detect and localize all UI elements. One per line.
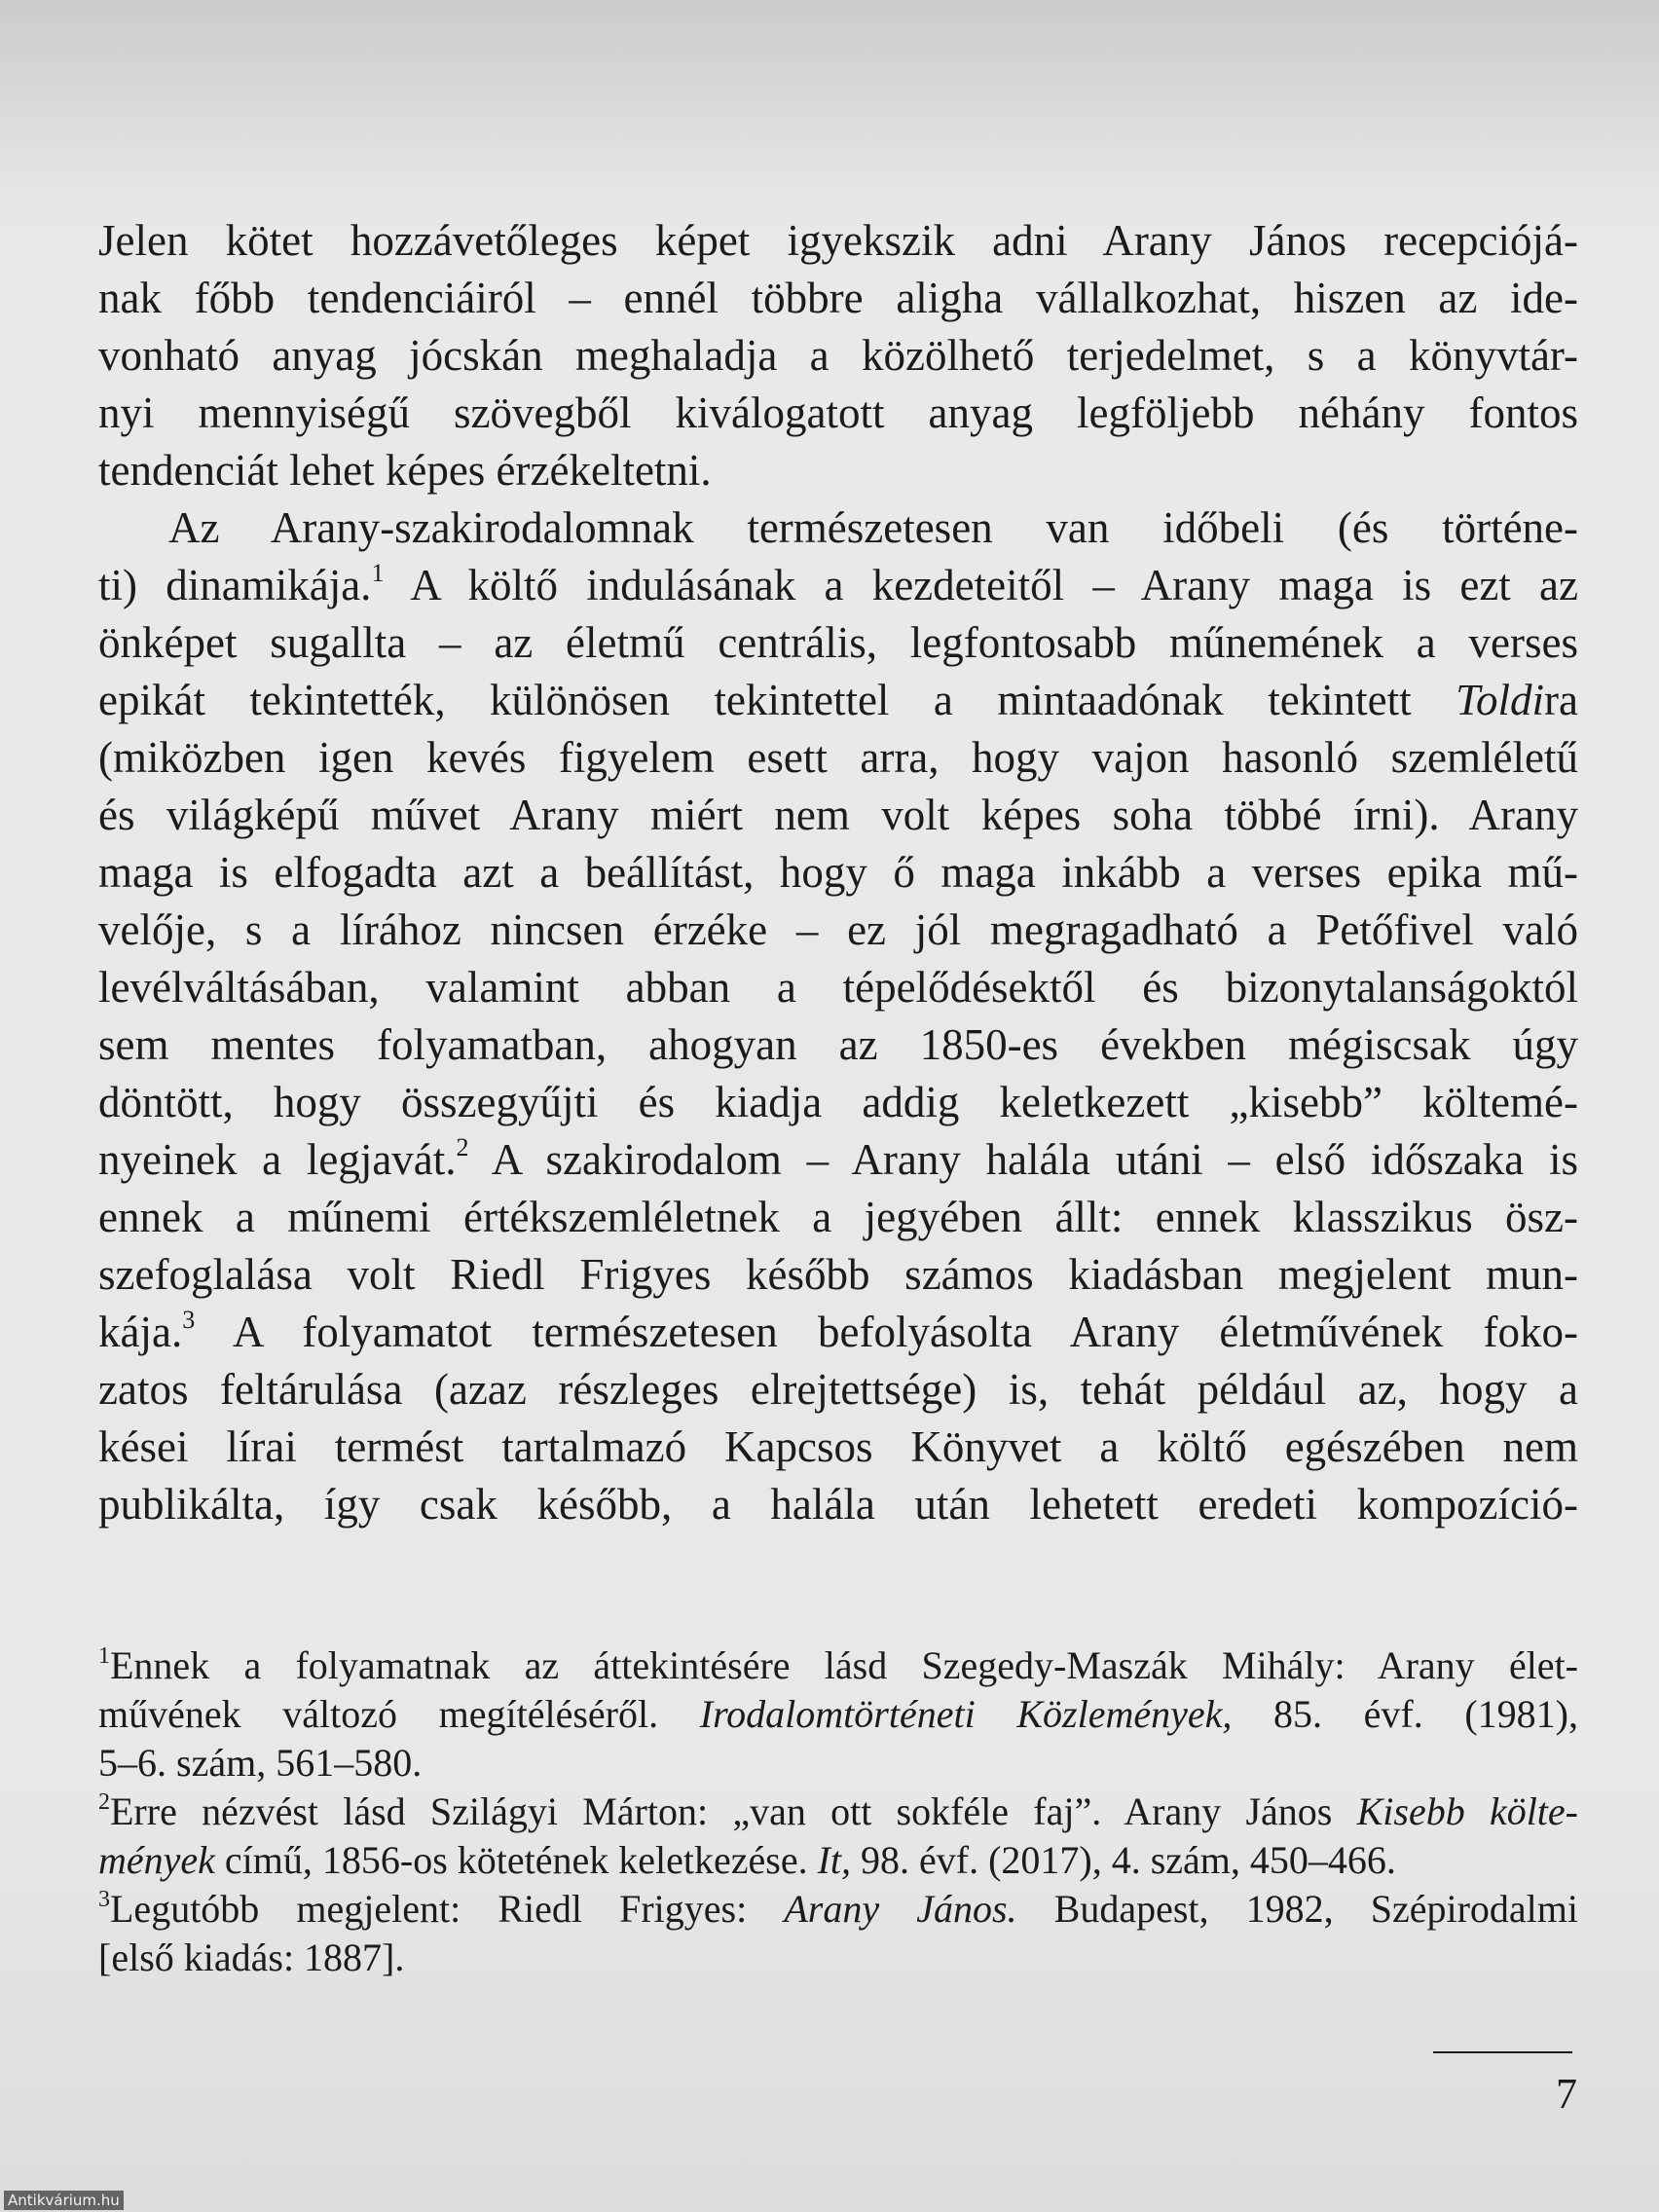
text-line: döntött, hogy összegyűjti és kiadja addig keletkezett „kisebb” költemé- — [98, 1078, 1578, 1126]
footnotes — [98, 1641, 1578, 1982]
text-line: sem mentes folyamatban, ahogyan az 1850-es években mégiscsak úgy — [98, 1020, 1578, 1069]
text-line: nak főbb tendenciáiról – ennél többre aligha vállalkozhat, hiszen az ide- — [98, 274, 1578, 322]
text-line: levélváltásában, valamint abban a tépelődésektől és bizonytalanságoktól — [98, 963, 1578, 1012]
text-line: nyeinek a legjavát.$^2$ A szakirodalom – Arany halála utáni – első időszaka is — [98, 1133, 1578, 1184]
text-line: Az Arany-szakirodalomnak természetesen van időbeli (és történe- — [168, 503, 1578, 552]
text-line: ti) dinamikája.$^1$ A költő indulásának a kezdeteitől – Arany maga is ezt az — [98, 559, 1578, 609]
text-line: szefoglalása volt Riedl Frigyes később számos kiadásban megjelent mun- — [98, 1250, 1578, 1299]
text-line: nyi mennyiségű szövegből kiválogatott anyag legföljebb néhány fontos — [98, 388, 1578, 437]
footnote-ref-1[interactable]: 1 — [371, 559, 385, 587]
text-line: velője, s a lírához nincsen érzéke – ez jól megragadható a Petőfivel való — [98, 905, 1578, 954]
text-line: önképet sugallta – az életmű centrális, legfontosabb műnemének a verses — [98, 618, 1578, 667]
footnote-1: $^1$Ennek a folyamatnak az áttekintésére lásd Szegedy-Maszák Mihály: Arany élet- művének változó megítéléséről. Irodalomtörténeti Közlemények, 85. évf. (1981), 5–6. szám, 561–580. — [98, 1643, 1579, 1785]
watermark-logo: Antikvárium.hu — [4, 2191, 124, 2210]
page-number-rule — [1433, 2051, 1572, 2053]
text-line: vonható anyag jócskán meghaladja a közölhető terjedelmet, s a könyvtár- — [98, 331, 1578, 380]
footnote-3: $^3$Legutóbb megjelent: Riedl Frigyes: Arany János. Budapest, 1982, Szépirodalmi [első kiadás: 1887]. — [98, 1887, 1579, 1979]
text-line: publikálta, így csak később, a halála után lehetett eredeti kompozíció- — [98, 1480, 1578, 1529]
text-line: epikát tekintették, különösen tekintettel a mintaadónak tekintett Toldira — [98, 676, 1578, 724]
text-line: kései lírai termést tartalmazó Kapcsos Könyvet a költő egészében nem — [98, 1422, 1578, 1471]
footnote-2: $^2$Erre nézvést lásd Szilágyi Márton: „van ott sokféle faj”. Arany János Kisebb költe- mények című, 1856-os kötetének keletkezése. It, 98. évf. (2017), 4. szám, 450–466. — [98, 1789, 1578, 1882]
bleed-through-shadow — [0, 0, 1659, 195]
text-line: Jelen kötet hozzávetőleges képet igyekszik adni Arany János recepciójá- — [98, 216, 1578, 265]
footnote-ref-3[interactable]: 3 — [182, 1306, 196, 1334]
page-number: 7 — [1556, 2070, 1577, 2118]
text-line: maga is elfogadta azt a beállítást, hogy ő maga inkább a verses epika mű- — [98, 848, 1578, 897]
footnote-ref-2[interactable]: 2 — [456, 1133, 469, 1161]
text-line: ennek a műnemi értékszemléletnek a jegyében állt: ennek klasszikus ösz- — [98, 1193, 1578, 1241]
text-line: tendenciát lehet képes érzékeltetni. — [98, 446, 712, 495]
text-line: és világképű művet Arany miért nem volt képes soha többé írni). Arany — [98, 791, 1578, 839]
text-line: kája.$^3$ A folyamatot természetesen befolyásolta Arany életművének foko- — [98, 1306, 1578, 1356]
main-text — [98, 212, 1578, 1533]
text-line: (miközben igen kevés figyelem esett arra, hogy vajon hasonló szemléletű — [98, 733, 1578, 782]
text-line: zatos feltárulása (azaz részleges elrejtettsége) is, tehát például az, hogy a — [98, 1365, 1578, 1414]
